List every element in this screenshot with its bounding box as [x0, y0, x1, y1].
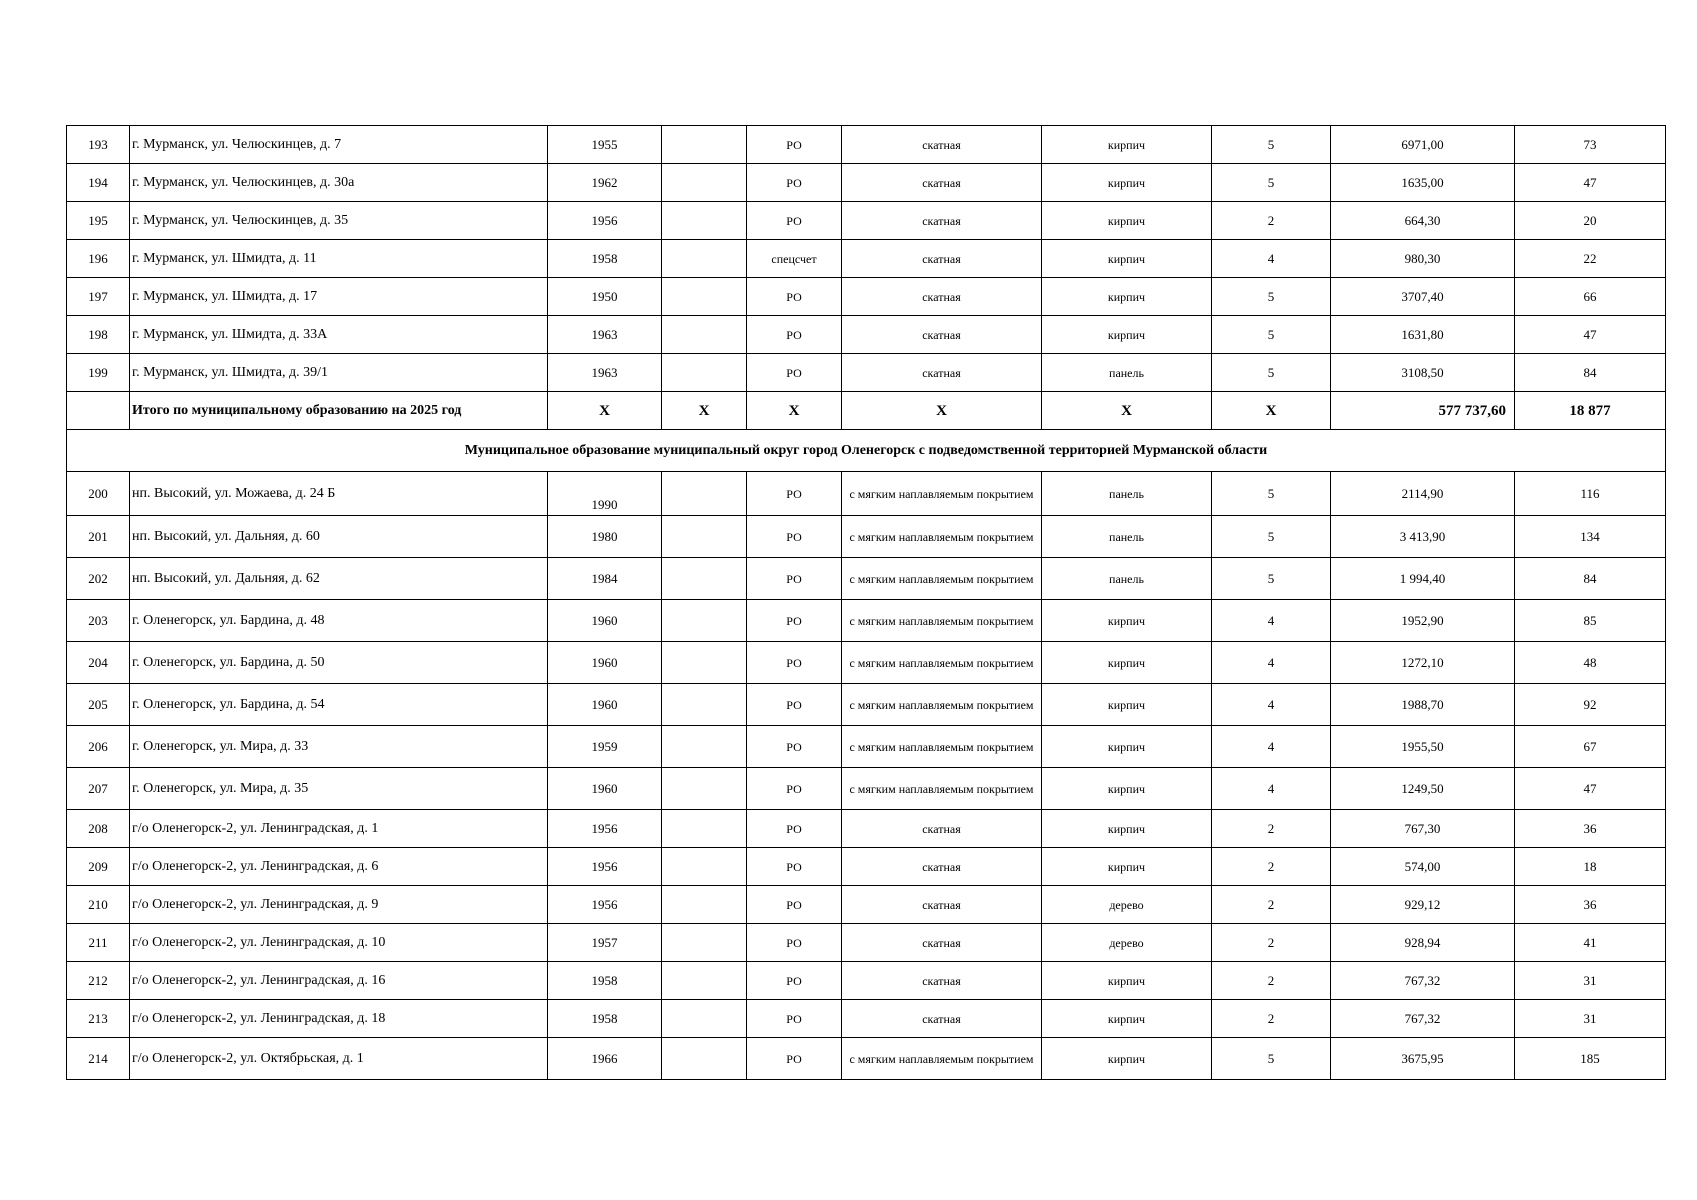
year-cell: 1960: [548, 684, 662, 726]
roof-cell: скатная: [842, 1000, 1042, 1038]
year-cell: 1958: [548, 1000, 662, 1038]
row-number: 207: [67, 768, 130, 810]
account-cell: РО: [747, 202, 842, 240]
residents-cell: 185: [1515, 1038, 1666, 1080]
row-number: 210: [67, 886, 130, 924]
walls-cell: кирпич: [1042, 600, 1212, 642]
col4-cell: [662, 240, 747, 278]
roof-cell: скатная: [842, 886, 1042, 924]
address-cell: г. Мурманск, ул. Шмидта, д. 33А: [130, 316, 548, 354]
floors-cell: 2: [1212, 1000, 1331, 1038]
account-cell: РО: [747, 848, 842, 886]
col4-cell: [662, 1038, 747, 1080]
col4-cell: [662, 924, 747, 962]
address-cell: г/о Оленегорск-2, ул. Ленинградская, д. 18: [130, 1000, 548, 1038]
address-cell: г. Мурманск, ул. Шмидта, д. 17: [130, 278, 548, 316]
residents-cell: 36: [1515, 810, 1666, 848]
area-cell: 1952,90: [1331, 600, 1515, 642]
year-cell: 1950: [548, 278, 662, 316]
table-row: [67, 126, 1666, 164]
residents-cell: 47: [1515, 768, 1666, 810]
year-cell: 1958: [548, 962, 662, 1000]
total-x-col4: X: [662, 392, 747, 430]
col4-cell: [662, 126, 747, 164]
year-cell: 1984: [548, 558, 662, 600]
walls-cell: кирпич: [1042, 126, 1212, 164]
year-cell: 1963: [548, 354, 662, 392]
roof-cell: скатная: [842, 810, 1042, 848]
total-row: [67, 392, 1666, 430]
floors-cell: 2: [1212, 924, 1331, 962]
roof-cell: с мягким наплавляемым покрытием: [842, 600, 1042, 642]
walls-cell: дерево: [1042, 924, 1212, 962]
document-sheet: [66, 125, 1665, 1080]
address-cell: нп. Высокий, ул. Дальняя, д. 62: [130, 558, 548, 600]
roof-cell: скатная: [842, 962, 1042, 1000]
floors-cell: 5: [1212, 164, 1331, 202]
col4-cell: [662, 516, 747, 558]
account-cell: РО: [747, 1000, 842, 1038]
walls-cell: кирпич: [1042, 240, 1212, 278]
account-cell: РО: [747, 164, 842, 202]
row-number: 197: [67, 278, 130, 316]
table-body-bottom: [67, 472, 1666, 1080]
roof-cell: с мягким наплавляемым покрытием: [842, 768, 1042, 810]
residents-cell: 66: [1515, 278, 1666, 316]
walls-cell: панель: [1042, 472, 1212, 516]
row-number: 198: [67, 316, 130, 354]
floors-cell: 2: [1212, 810, 1331, 848]
address-cell: г/о Оленегорск-2, ул. Ленинградская, д. 16: [130, 962, 548, 1000]
area-cell: 1955,50: [1331, 726, 1515, 768]
walls-cell: кирпич: [1042, 202, 1212, 240]
col4-cell: [662, 202, 747, 240]
floors-cell: 5: [1212, 558, 1331, 600]
col4-cell: [662, 848, 747, 886]
table-row: [67, 810, 1666, 848]
address-cell: г. Оленегорск, ул. Мира, д. 35: [130, 768, 548, 810]
total-area: 577 737,60: [1331, 392, 1515, 430]
row-number: 196: [67, 240, 130, 278]
section-row: [67, 430, 1666, 472]
address-cell: г. Мурманск, ул. Челюскинцев, д. 7: [130, 126, 548, 164]
year-cell: 1960: [548, 642, 662, 684]
residents-cell: 116: [1515, 472, 1666, 516]
year-cell: 1960: [548, 600, 662, 642]
account-cell: РО: [747, 354, 842, 392]
residents-cell: 84: [1515, 558, 1666, 600]
residents-cell: 41: [1515, 924, 1666, 962]
table-row: [67, 472, 1666, 516]
walls-cell: кирпич: [1042, 642, 1212, 684]
address-cell: г. Оленегорск, ул. Бардина, д. 48: [130, 600, 548, 642]
area-cell: 928,94: [1331, 924, 1515, 962]
row-number: 204: [67, 642, 130, 684]
walls-cell: кирпич: [1042, 316, 1212, 354]
area-cell: 929,12: [1331, 886, 1515, 924]
walls-cell: кирпич: [1042, 278, 1212, 316]
account-cell: РО: [747, 684, 842, 726]
account-cell: РО: [747, 558, 842, 600]
row-number: 199: [67, 354, 130, 392]
table-row: [67, 848, 1666, 886]
account-cell: РО: [747, 886, 842, 924]
area-cell: 3 413,90: [1331, 516, 1515, 558]
walls-cell: кирпич: [1042, 684, 1212, 726]
floors-cell: 2: [1212, 886, 1331, 924]
roof-cell: с мягким наплавляемым покрытием: [842, 558, 1042, 600]
roof-cell: скатная: [842, 278, 1042, 316]
address-cell: г. Мурманск, ул. Шмидта, д. 39/1: [130, 354, 548, 392]
walls-cell: кирпич: [1042, 1000, 1212, 1038]
account-cell: РО: [747, 472, 842, 516]
table-row: [67, 886, 1666, 924]
floors-cell: 4: [1212, 600, 1331, 642]
residents-cell: 47: [1515, 164, 1666, 202]
floors-cell: 4: [1212, 768, 1331, 810]
address-cell: нп. Высокий, ул. Можаева, д. 24 Б: [130, 472, 548, 516]
table-row: [67, 924, 1666, 962]
area-cell: 6971,00: [1331, 126, 1515, 164]
year-cell: 1956: [548, 810, 662, 848]
floors-cell: 4: [1212, 726, 1331, 768]
residents-cell: 84: [1515, 354, 1666, 392]
address-cell: нп. Высокий, ул. Дальняя, д. 60: [130, 516, 548, 558]
table-row: [67, 164, 1666, 202]
col4-cell: [662, 642, 747, 684]
residents-cell: 20: [1515, 202, 1666, 240]
total-x-account: X: [747, 392, 842, 430]
walls-cell: кирпич: [1042, 726, 1212, 768]
floors-cell: 4: [1212, 684, 1331, 726]
floors-cell: 2: [1212, 962, 1331, 1000]
col4-cell: [662, 472, 747, 516]
area-cell: 2114,90: [1331, 472, 1515, 516]
address-cell: г. Оленегорск, ул. Мира, д. 33: [130, 726, 548, 768]
year-cell: 1956: [548, 848, 662, 886]
row-number: 211: [67, 924, 130, 962]
row-number: 195: [67, 202, 130, 240]
row-number: 194: [67, 164, 130, 202]
account-cell: РО: [747, 768, 842, 810]
residents-cell: 48: [1515, 642, 1666, 684]
year-cell: 1960: [548, 768, 662, 810]
roof-cell: скатная: [842, 354, 1042, 392]
area-cell: 3108,50: [1331, 354, 1515, 392]
year-cell: 1958: [548, 240, 662, 278]
area-cell: 1249,50: [1331, 768, 1515, 810]
year-cell: 1962: [548, 164, 662, 202]
address-cell: г. Мурманск, ул. Челюскинцев, д. 35: [130, 202, 548, 240]
floors-cell: 5: [1212, 126, 1331, 164]
roof-cell: с мягким наплавляемым покрытием: [842, 642, 1042, 684]
roof-cell: с мягким наплавляемым покрытием: [842, 516, 1042, 558]
col4-cell: [662, 278, 747, 316]
table-row: [67, 962, 1666, 1000]
total-x-year: X: [548, 392, 662, 430]
section-title: Муниципальное образование муниципальный округ город Оленегорск с подведомственной территорией Мурманской области: [67, 430, 1666, 472]
table-body-top: [67, 126, 1666, 392]
area-cell: 664,30: [1331, 202, 1515, 240]
roof-cell: с мягким наплавляемым покрытием: [842, 726, 1042, 768]
area-cell: 3675,95: [1331, 1038, 1515, 1080]
year-cell: 1980: [548, 516, 662, 558]
walls-cell: кирпич: [1042, 848, 1212, 886]
area-cell: 1 994,40: [1331, 558, 1515, 600]
address-cell: г. Мурманск, ул. Челюскинцев, д. 30а: [130, 164, 548, 202]
roof-cell: скатная: [842, 126, 1042, 164]
total-empty-cell: [67, 392, 130, 430]
address-cell: г/о Оленегорск-2, ул. Ленинградская, д. 1: [130, 810, 548, 848]
residents-cell: 92: [1515, 684, 1666, 726]
floors-cell: 2: [1212, 848, 1331, 886]
total-label: Итого по муниципальному образованию на 2025 год: [130, 392, 548, 430]
table-row: [67, 600, 1666, 642]
row-number: 205: [67, 684, 130, 726]
account-cell: РО: [747, 924, 842, 962]
col4-cell: [662, 1000, 747, 1038]
col4-cell: [662, 316, 747, 354]
address-cell: г/о Оленегорск-2, ул. Ленинградская, д. 9: [130, 886, 548, 924]
residents-cell: 36: [1515, 886, 1666, 924]
walls-cell: панель: [1042, 354, 1212, 392]
residents-cell: 18: [1515, 848, 1666, 886]
residents-cell: 67: [1515, 726, 1666, 768]
walls-cell: кирпич: [1042, 768, 1212, 810]
walls-cell: кирпич: [1042, 1038, 1212, 1080]
roof-cell: скатная: [842, 202, 1042, 240]
walls-cell: панель: [1042, 516, 1212, 558]
address-cell: г. Оленегорск, ул. Бардина, д. 50: [130, 642, 548, 684]
residents-cell: 47: [1515, 316, 1666, 354]
year-cell: 1955: [548, 126, 662, 164]
area-cell: 574,00: [1331, 848, 1515, 886]
year-cell: 1959: [548, 726, 662, 768]
account-cell: РО: [747, 726, 842, 768]
total-x-floors: X: [1212, 392, 1331, 430]
residents-cell: 22: [1515, 240, 1666, 278]
table-row: [67, 516, 1666, 558]
row-number: 214: [67, 1038, 130, 1080]
col4-cell: [662, 768, 747, 810]
account-cell: РО: [747, 962, 842, 1000]
row-number: 202: [67, 558, 130, 600]
area-cell: 1635,00: [1331, 164, 1515, 202]
area-cell: 1272,10: [1331, 642, 1515, 684]
floors-cell: 5: [1212, 316, 1331, 354]
col4-cell: [662, 164, 747, 202]
table-row: [67, 726, 1666, 768]
floors-cell: 5: [1212, 1038, 1331, 1080]
roof-cell: с мягким наплавляемым покрытием: [842, 1038, 1042, 1080]
roof-cell: скатная: [842, 924, 1042, 962]
area-cell: 1988,70: [1331, 684, 1515, 726]
walls-cell: кирпич: [1042, 810, 1212, 848]
floors-cell: 5: [1212, 472, 1331, 516]
roof-cell: скатная: [842, 240, 1042, 278]
area-cell: 767,32: [1331, 962, 1515, 1000]
row-number: 213: [67, 1000, 130, 1038]
year-cell: 1956: [548, 202, 662, 240]
roof-cell: скатная: [842, 164, 1042, 202]
total-x-roof: X: [842, 392, 1042, 430]
table-total: [67, 392, 1666, 472]
account-cell: РО: [747, 516, 842, 558]
total-residents: 18 877: [1515, 392, 1666, 430]
residents-cell: 134: [1515, 516, 1666, 558]
floors-cell: 5: [1212, 354, 1331, 392]
col4-cell: [662, 726, 747, 768]
year-cell: 1956: [548, 886, 662, 924]
address-cell: г/о Оленегорск-2, ул. Ленинградская, д. 10: [130, 924, 548, 962]
residents-cell: 31: [1515, 962, 1666, 1000]
row-number: 203: [67, 600, 130, 642]
row-number: 206: [67, 726, 130, 768]
area-cell: 767,30: [1331, 810, 1515, 848]
account-cell: РО: [747, 1038, 842, 1080]
year-cell: 1990: [548, 472, 662, 516]
area-cell: 980,30: [1331, 240, 1515, 278]
account-cell: РО: [747, 810, 842, 848]
roof-cell: с мягким наплавляемым покрытием: [842, 472, 1042, 516]
row-number: 200: [67, 472, 130, 516]
table-row: [67, 642, 1666, 684]
table-row: [67, 684, 1666, 726]
col4-cell: [662, 962, 747, 1000]
walls-cell: дерево: [1042, 886, 1212, 924]
year-cell: 1963: [548, 316, 662, 354]
col4-cell: [662, 810, 747, 848]
col4-cell: [662, 558, 747, 600]
total-x-walls: X: [1042, 392, 1212, 430]
address-cell: г. Мурманск, ул. Шмидта, д. 11: [130, 240, 548, 278]
housing-table: [66, 125, 1666, 1080]
account-cell: РО: [747, 600, 842, 642]
year-cell: 1957: [548, 924, 662, 962]
roof-cell: с мягким наплавляемым покрытием: [842, 684, 1042, 726]
table-row: [67, 240, 1666, 278]
table-row: [67, 1000, 1666, 1038]
walls-cell: панель: [1042, 558, 1212, 600]
floors-cell: 2: [1212, 202, 1331, 240]
floors-cell: 4: [1212, 240, 1331, 278]
account-cell: РО: [747, 316, 842, 354]
account-cell: спецсчет: [747, 240, 842, 278]
row-number: 208: [67, 810, 130, 848]
floors-cell: 5: [1212, 516, 1331, 558]
area-cell: 3707,40: [1331, 278, 1515, 316]
walls-cell: кирпич: [1042, 164, 1212, 202]
table-row: [67, 354, 1666, 392]
col4-cell: [662, 600, 747, 642]
floors-cell: 4: [1212, 642, 1331, 684]
table-row: [67, 558, 1666, 600]
row-number: 209: [67, 848, 130, 886]
table-row: [67, 768, 1666, 810]
roof-cell: скатная: [842, 316, 1042, 354]
address-cell: г/о Оленегорск-2, ул. Ленинградская, д. 6: [130, 848, 548, 886]
address-cell: г/о Оленегорск-2, ул. Октябрьская, д. 1: [130, 1038, 548, 1080]
row-number: 212: [67, 962, 130, 1000]
account-cell: РО: [747, 642, 842, 684]
walls-cell: кирпич: [1042, 962, 1212, 1000]
residents-cell: 85: [1515, 600, 1666, 642]
table-row: [67, 278, 1666, 316]
residents-cell: 73: [1515, 126, 1666, 164]
roof-cell: скатная: [842, 848, 1042, 886]
row-number: 193: [67, 126, 130, 164]
year-cell: 1966: [548, 1038, 662, 1080]
table-row: [67, 202, 1666, 240]
residents-cell: 31: [1515, 1000, 1666, 1038]
table-row: [67, 1038, 1666, 1080]
account-cell: РО: [747, 126, 842, 164]
floors-cell: 5: [1212, 278, 1331, 316]
col4-cell: [662, 684, 747, 726]
account-cell: РО: [747, 278, 842, 316]
table-row: [67, 316, 1666, 354]
col4-cell: [662, 354, 747, 392]
col4-cell: [662, 886, 747, 924]
area-cell: 767,32: [1331, 1000, 1515, 1038]
area-cell: 1631,80: [1331, 316, 1515, 354]
address-cell: г. Оленегорск, ул. Бардина, д. 54: [130, 684, 548, 726]
row-number: 201: [67, 516, 130, 558]
